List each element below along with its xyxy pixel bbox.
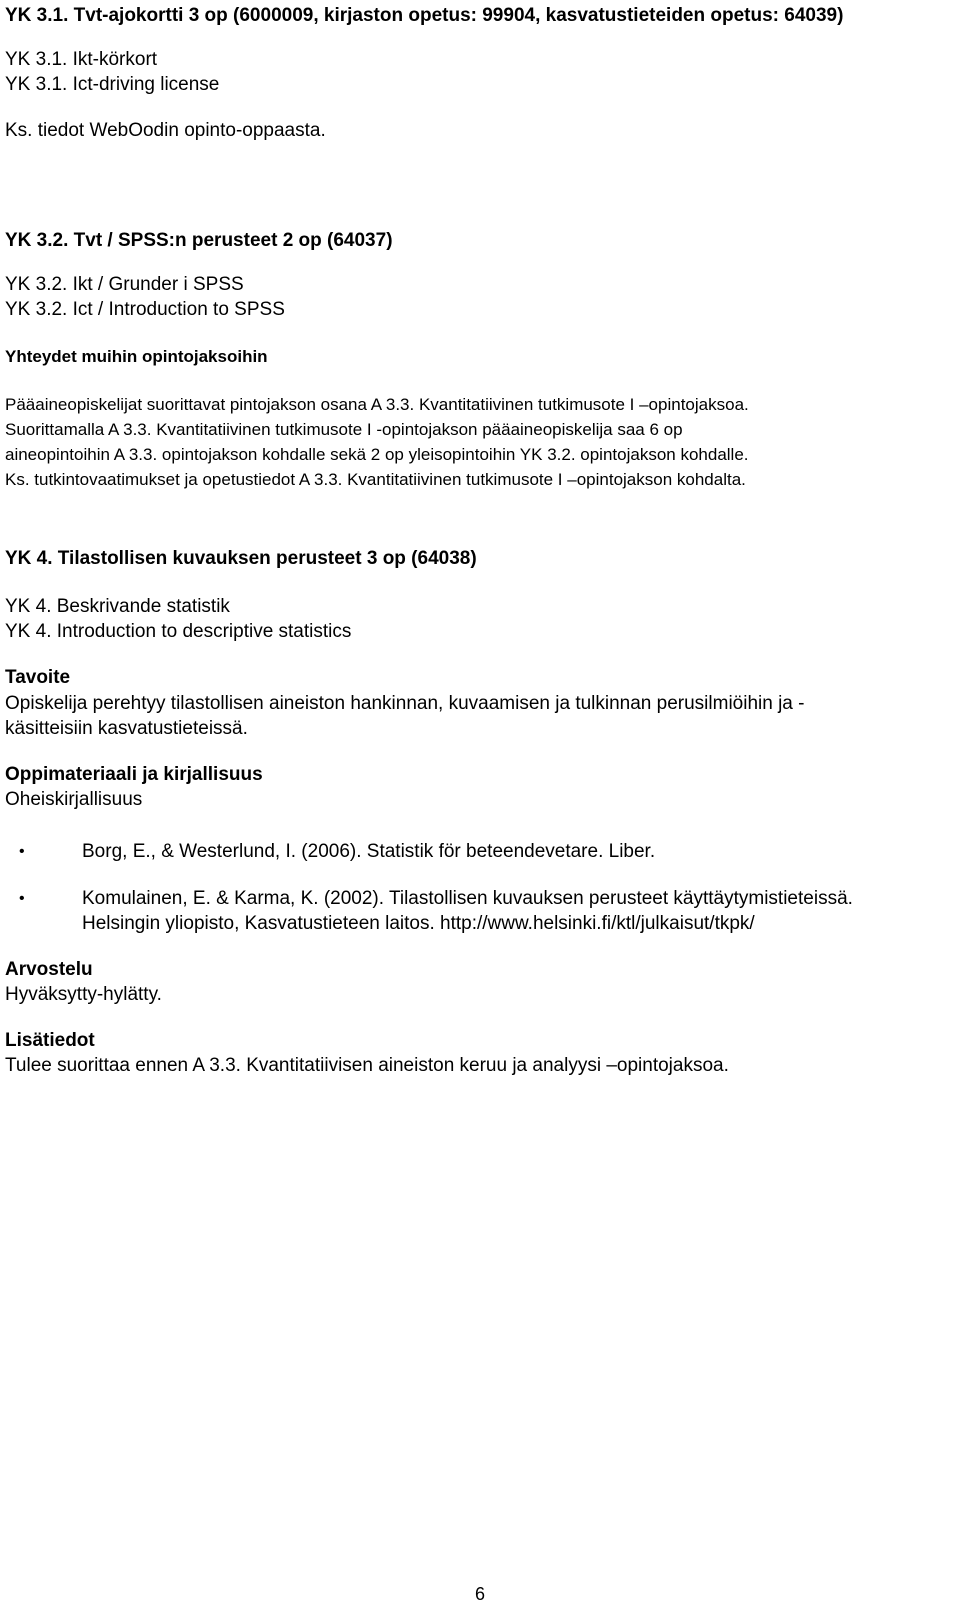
section2-title-sv: YK 3.2. Ikt / Grunder i SPSS bbox=[5, 274, 244, 295]
bullet-icon: • bbox=[19, 843, 25, 860]
section3-title-en: YK 4. Introduction to descriptive statistics bbox=[5, 621, 352, 642]
section2-title-en: YK 3.2. Ict / Introduction to SPSS bbox=[5, 299, 285, 320]
connections-heading: Yhteydet muihin opintojaksoihin bbox=[5, 347, 268, 366]
section1-title-sv: YK 3.1. Ikt-körkort bbox=[5, 49, 158, 70]
materials-heading: Oppimateriaali ja kirjallisuus bbox=[5, 764, 263, 785]
connections-line-4: Ks. tutkintovaatimukset ja opetustiedot A 3.3. Kvantitatiivinen tutkimusote I –opintojakson kohdalta. bbox=[5, 470, 746, 489]
section1-heading: YK 3.1. Tvt-ajokortti 3 op (6000009, kirjaston opetus: 99904, kasvatustieteiden opetus: 64039) bbox=[5, 5, 844, 26]
connections-line-2: Suorittamalla A 3.3. Kvantitatiivinen tutkimusote I -opintojakson pääaineopiskelija saa 6 op bbox=[5, 420, 683, 439]
info-value: Tulee suorittaa ennen A 3.3. Kvantitatiivisen aineiston keruu ja analyysi –opintojaksoa. bbox=[5, 1055, 729, 1076]
bullet-icon: • bbox=[19, 890, 25, 907]
page-number: 6 bbox=[474, 1584, 485, 1604]
section1-title-en: YK 3.1. Ict-driving license bbox=[5, 74, 220, 95]
section2-heading: YK 3.2. Tvt / SPSS:n perusteet 2 op (64037) bbox=[5, 230, 393, 251]
section3-heading: YK 4. Tilastollisen kuvauksen perusteet 3 op (64038) bbox=[5, 548, 477, 569]
section3-title-sv: YK 4. Beskrivande statistik bbox=[5, 596, 230, 617]
assessment-heading: Arvostelu bbox=[5, 959, 93, 980]
connections-line-1: Pääaineopiskelijat suorittavat pintojakson osana A 3.3. Kvantitatiivinen tutkimusote I –opintojaksoa. bbox=[5, 395, 749, 414]
goal-line-1: Opiskelija perehtyy tilastollisen aineiston hankinnan, kuvaamisen ja tulkinnan perusilmiöihin ja - bbox=[5, 693, 805, 714]
reference-line: Komulainen, E. & Karma, K. (2002). Tilastollisen kuvauksen perusteet käyttäytymistieteissä. bbox=[82, 888, 853, 909]
materials-subheading: Oheiskirjallisuus bbox=[5, 789, 143, 810]
reference-line: Borg, E., & Westerlund, I. (2006). Statistik för beteendevetare. Liber. bbox=[82, 841, 656, 862]
info-heading: Lisätiedot bbox=[5, 1030, 95, 1051]
goal-line-2: käsitteisiin kasvatustieteissä. bbox=[5, 718, 248, 739]
reference-line: Helsingin yliopisto, Kasvatustieteen laitos. http://www.helsinki.fi/ktl/julkaisut/tkpk/ bbox=[82, 913, 755, 934]
section1-note: Ks. tiedot WebOodin opinto-oppaasta. bbox=[5, 120, 326, 141]
connections-line-3: aineopintoihin A 3.3. opintojakson kohdalle sekä 2 op yleisopintoihin YK 3.2. opintojakson kohdalle. bbox=[5, 445, 749, 464]
assessment-value: Hyväksytty-hylätty. bbox=[5, 984, 162, 1005]
goal-heading: Tavoite bbox=[5, 667, 71, 688]
